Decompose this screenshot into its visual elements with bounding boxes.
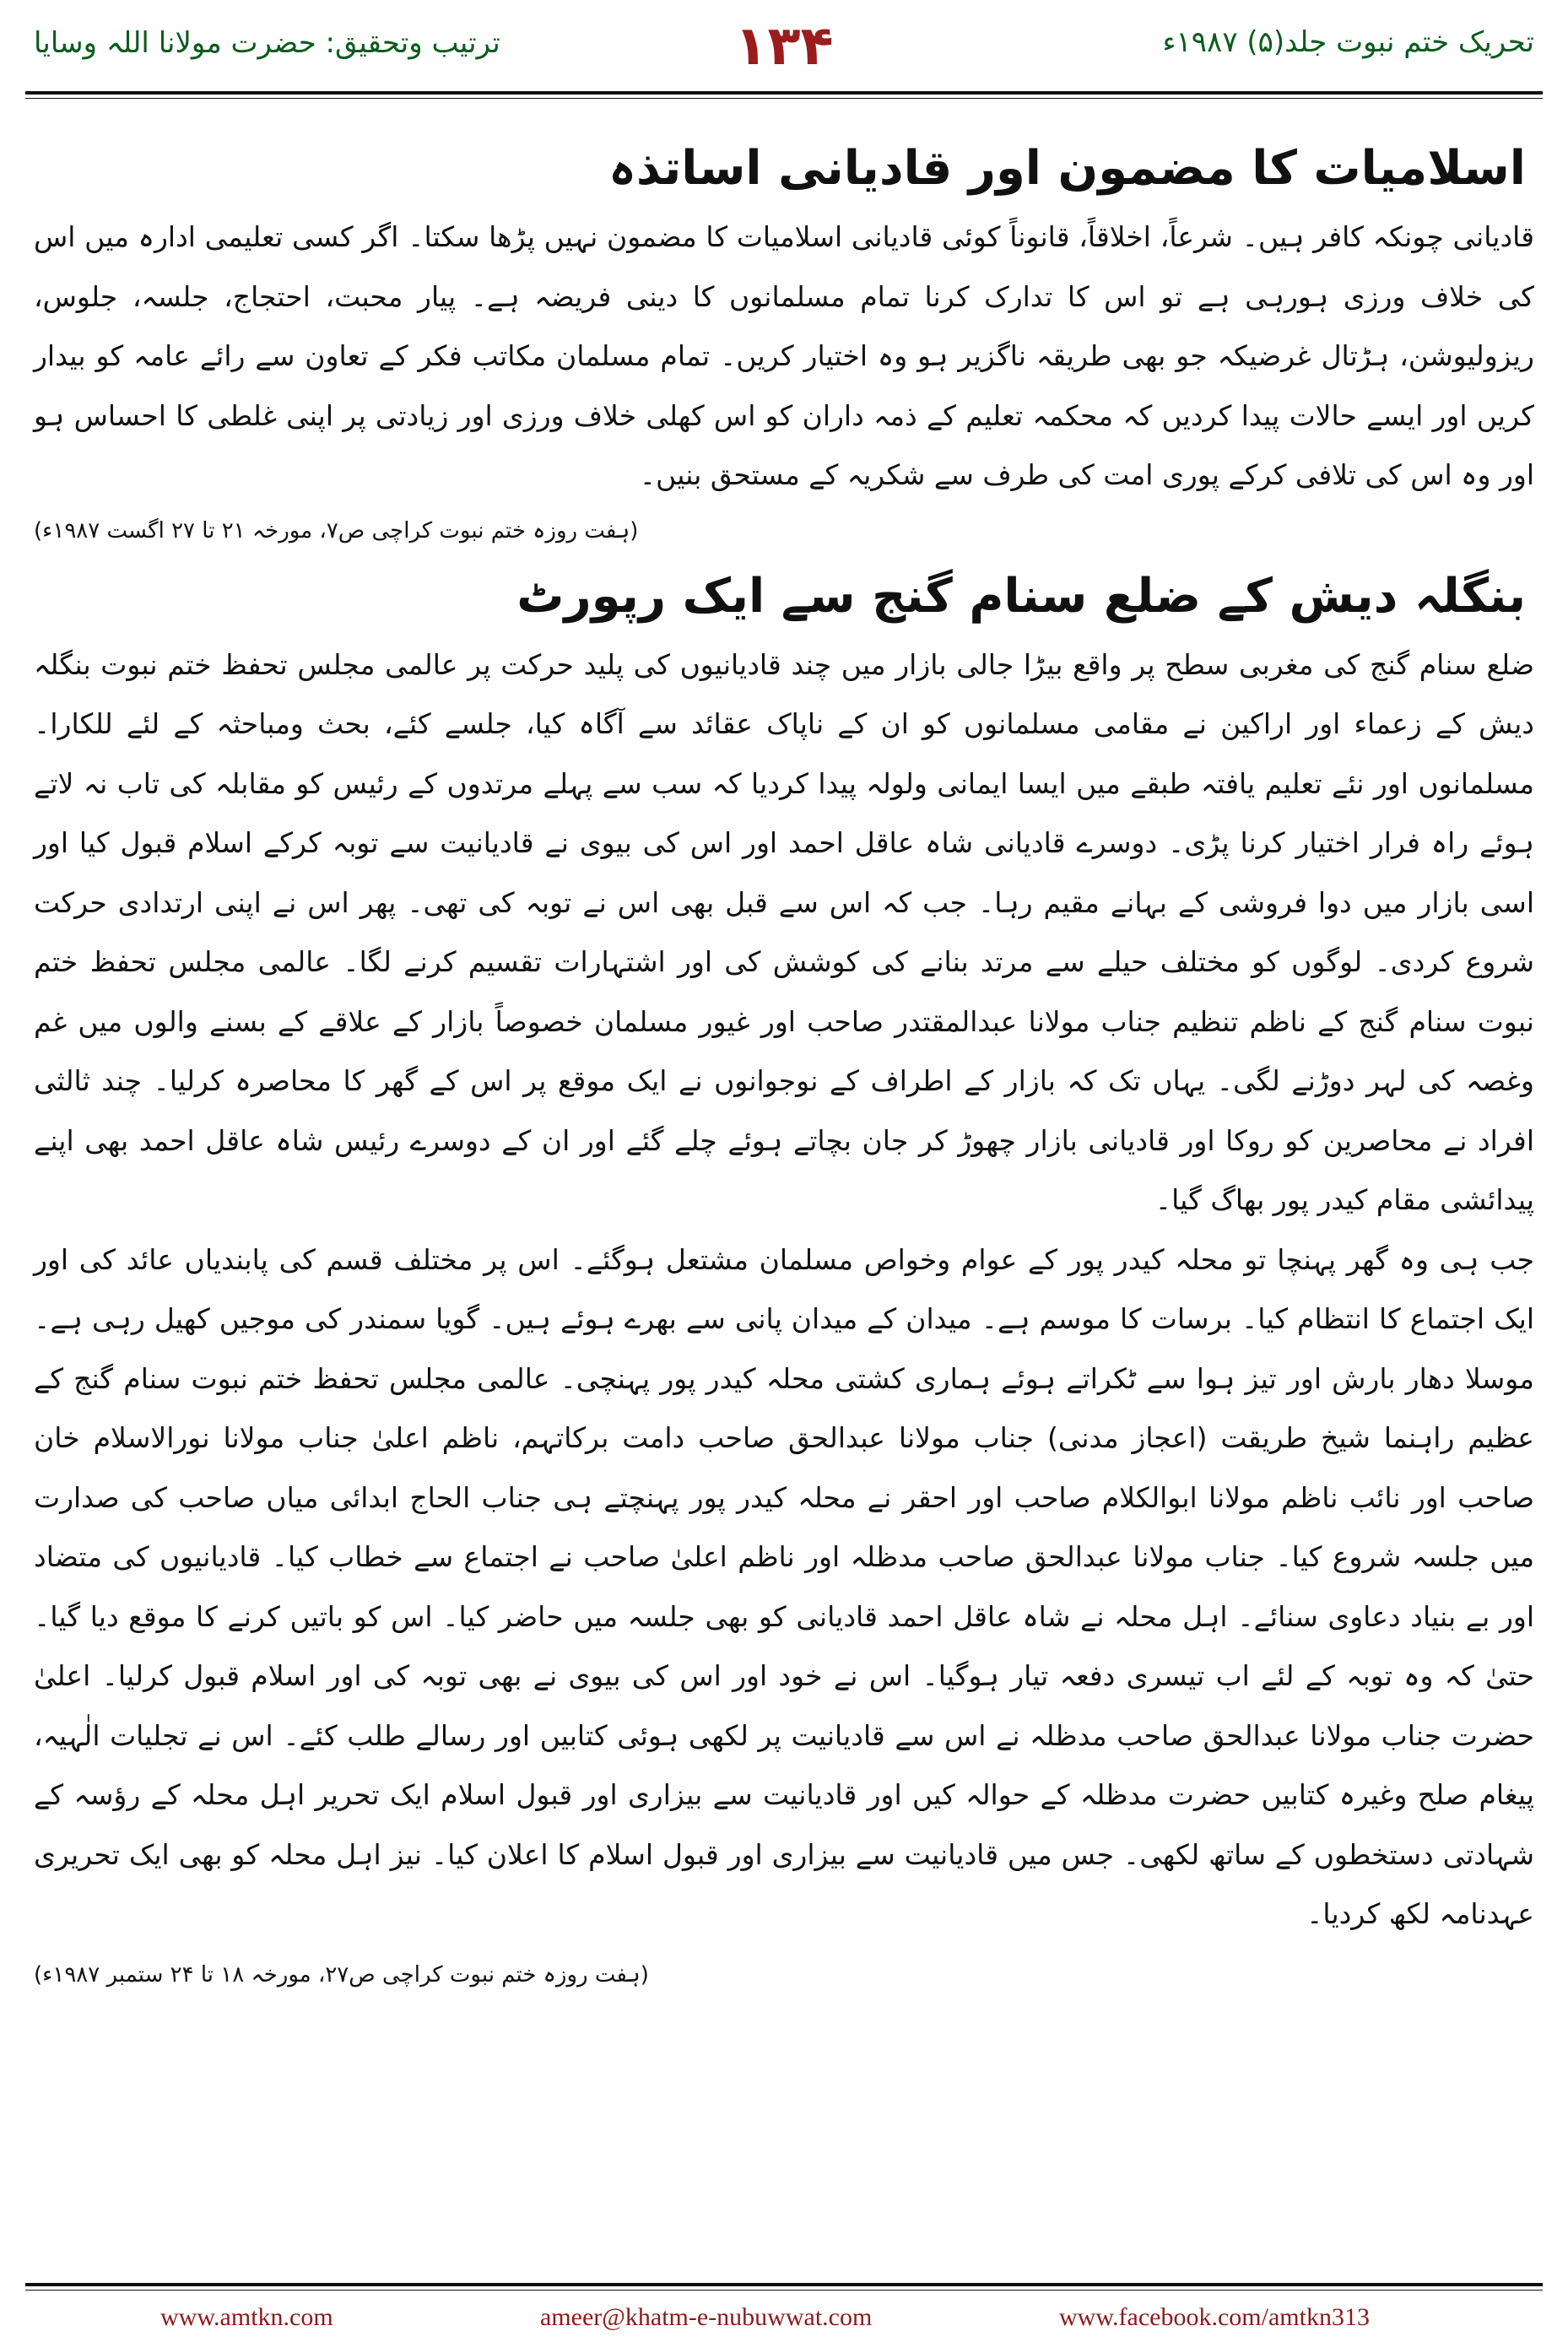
- website-link[interactable]: www.amtkn.com: [160, 2303, 333, 2331]
- source-reference: (ہفت روزہ ختم نبوت کراچی ص۷، مورخہ ۲۱ تا ۲۷ اگست ۱۹۸۷ء): [34, 517, 639, 544]
- page-header: [0, 0, 1568, 93]
- book-title: تحریک ختم نبوت جلد(۵) ۱۹۸۷ء: [1162, 25, 1534, 59]
- section-islamiyat: [34, 135, 1534, 556]
- compiler-credit: ترتیب وتحقیق: حضرت مولانا اللہ وسایا: [34, 26, 500, 60]
- footer-divider-thin: [25, 2290, 1543, 2291]
- header-divider-thin: [25, 98, 1543, 99]
- section-heading: بنگلہ دیش کے ضلع سنام گنج سے ایک رپورٹ: [516, 568, 1526, 624]
- paragraph: جب ہی وہ گھر پہنچا تو محلہ کیدر پور کے عوام وخواص مسلمان مشتعل ہوگئے۔ اس پر مختلف قسم کی پابندیاں عائد کی اور ایک اجتماع کا انتظام کیا۔ برسات کا موسم ہے۔ میدان کے میدان پانی سے بھرے ہوئے ہیں۔ گویا سمندر کی موجیں کھیل رہی ہے۔ موسلا دھار بارش اور تیز ہوا سے ٹکراتے ہوئے ہماری کشتی محلہ کیدر پور پہنچی۔ عالمی مجلس تحفظ ختم نبوت سنام گنج کے عظیم راہنما شیخ طریقت (اعجاز مدنی) جناب مولانا عبدالحق صاحب دامت برکاتہم، ناظم اعلیٰ جناب مولانا نورالاسلام خان صاحب اور نائب ناظم مولانا ابوالکلام صاحب اور احقر نے محلہ کیدر پور پہنچتے ہی جناب الحاج ابدائی میاں صاحب کی صدارت میں جلسہ شروع کیا۔ جناب مولانا عبدالحق صاحب مدظلہ اور ناظم اعلیٰ صاحب نے اجتماع سے خطاب کیا۔ قادیانیوں کی متضاد اور بے بنیاد دعاوی سنائے۔ اہل محلہ نے شاہ عاقل احمد قادیانی کو بھی جلسہ میں حاضر کیا۔ اس کو باتیں کرنے کا موقع دیا گیا۔ حتیٰ کہ وہ توبہ کے لئے اب تیسری دفعہ تیار ہوگیا۔ اس نے خود اور اس کی بیوی نے بھی توبہ کی اور اسلام قبول کرلیا۔ اعلیٰ حضرت جناب مولانا عبدالحق صاحب مدظلہ نے اس سے قادیانیت پر لکھی ہوئی کتابیں اور رسالے طلب کئے۔ اس نے تجلیات الٰہیہ، پیغام صلح وغیرہ کتابیں حضرت مدظلہ کے حوالہ کیں اور قادیانیت سے بیزاری اور قبول اسلام ایک تحریر اہل محلہ کے رؤسہ کے شہادتی دستخطوں کے ساتھ لکھی۔ جس میں قادیانیت سے بیزاری اور قبول اسلام کا اعلان کیا۔ نیز اہل محلہ کو بھی ایک تحریری عہدنامہ لکھ کردیا۔: [34, 1242, 1534, 1930]
- header-divider: [25, 91, 1543, 95]
- paragraph: قادیانی چونکہ کافر ہیں۔ شرعاً، اخلاقاً، قانوناً کوئی قادیانی اسلامیات کا مضمون نہیں پڑھا سکتا۔ اگر کسی تعلیمی ادارہ میں اس کی خلاف ورزی ہورہی ہے تو اس کا تدارک کرنا تمام مسلمانوں کا دینی فریضہ ہے۔ پیار محبت، احتجاج، جلسہ، جلوس، ریزولیوشن، ہڑتال غرضیکہ جو بھی طریقہ ناگزیر ہو وہ اختیار کریں۔ تمام مسلمان مکاتب فکر کے تعاون سے رائے عامہ کو بیدار کریں اور ایسے حالات پیدا کردیں کہ محکمہ تعلیم کے ذمہ داران کو اس کھلی خلاف ورزی اور زیادتی پر اپنی غلطی کا احساس ہو اور وہ اس کی تلافی کرکے پوری امت کی طرف سے شکریہ کے مستحق بنیں۔: [34, 220, 1534, 491]
- page-footer: [0, 2266, 1568, 2342]
- page-number: ۱۳۴: [734, 15, 834, 78]
- email-link[interactable]: ameer@khatm-e-nubuwwat.com: [540, 2303, 873, 2331]
- footer-divider: [25, 2283, 1543, 2286]
- section-heading: اسلامیات کا مضمون اور قادیانی اساتذہ: [608, 141, 1526, 196]
- paragraph: ضلع سنام گنج کی مغربی سطح پر واقع بیڑا جالی بازار میں چند قادیانیوں کی پلید حرکت پر عالمی مجلس تحفظ ختم نبوت بنگلہ دیش کے زعماء اور اراکین نے مقامی مسلمانوں کو ان کے ناپاک عقائد سے آگاہ کیا، جلسے کئے، بحث ومباحثہ کے لئے للکارا۔ مسلمانوں اور نئے تعلیم یافتہ طبقے میں ایسا ایمانی ولولہ پیدا کردیا کہ سب سے پہلے مرتدوں کے رئیس کو مقابلہ کی تاب نہ لاتے ہوئے راہ فرار اختیار کرنا پڑی۔ دوسرے قادیانی شاہ عاقل احمد اور اس کی بیوی نے قادیانیت سے توبہ کرکے اسلام قبول کیا اور اسی بازار میں دوا فروشی کے بہانے مقیم رہا۔ جب کہ اس سے قبل بھی اس نے توبہ کی تھی۔ پھر اس نے اپنی ارتدادی حرکت شروع کردی۔ لوگوں کو مختلف حیلے سے مرتد بنانے کی کوشش کی اور اشتہارات تقسیم کرنے لگا۔ عالمی مجلس تحفظ ختم نبوت سنام گنج کے ناظم تنظیم جناب مولانا عبدالمقتدر صاحب اور غیور مسلمان خصوصاً بازار کے علاقے کے بسنے والوں میں غم وغصہ کی لہر دوڑنے لگی۔ یہاں تک کہ بازار کے اطراف کے نوجوانوں نے ایک موقع پر اس کے گھر کا محاصرہ کرلیا۔ چند ثالثی افراد نے محاصرین کو روکا اور قادیانی بازار چھوڑ کر جان بچاتے ہوئے چلے گئے اور ان کے دوسرے رئیس شاہ عاقل احمد بھی اپنے پیدائشی مقام کیدر پور بھاگ گیا۔: [34, 647, 1534, 1216]
- page-body: [34, 135, 1534, 2007]
- facebook-link[interactable]: www.facebook.com/amtkn313: [1059, 2303, 1370, 2331]
- source-reference: (ہفت روزہ ختم نبوت کراچی ص۲۷، مورخہ ۱۸ تا ۲۴ ستمبر ۱۹۸۷ء): [34, 1961, 649, 1988]
- section-bangladesh-report: [34, 563, 1534, 2000]
